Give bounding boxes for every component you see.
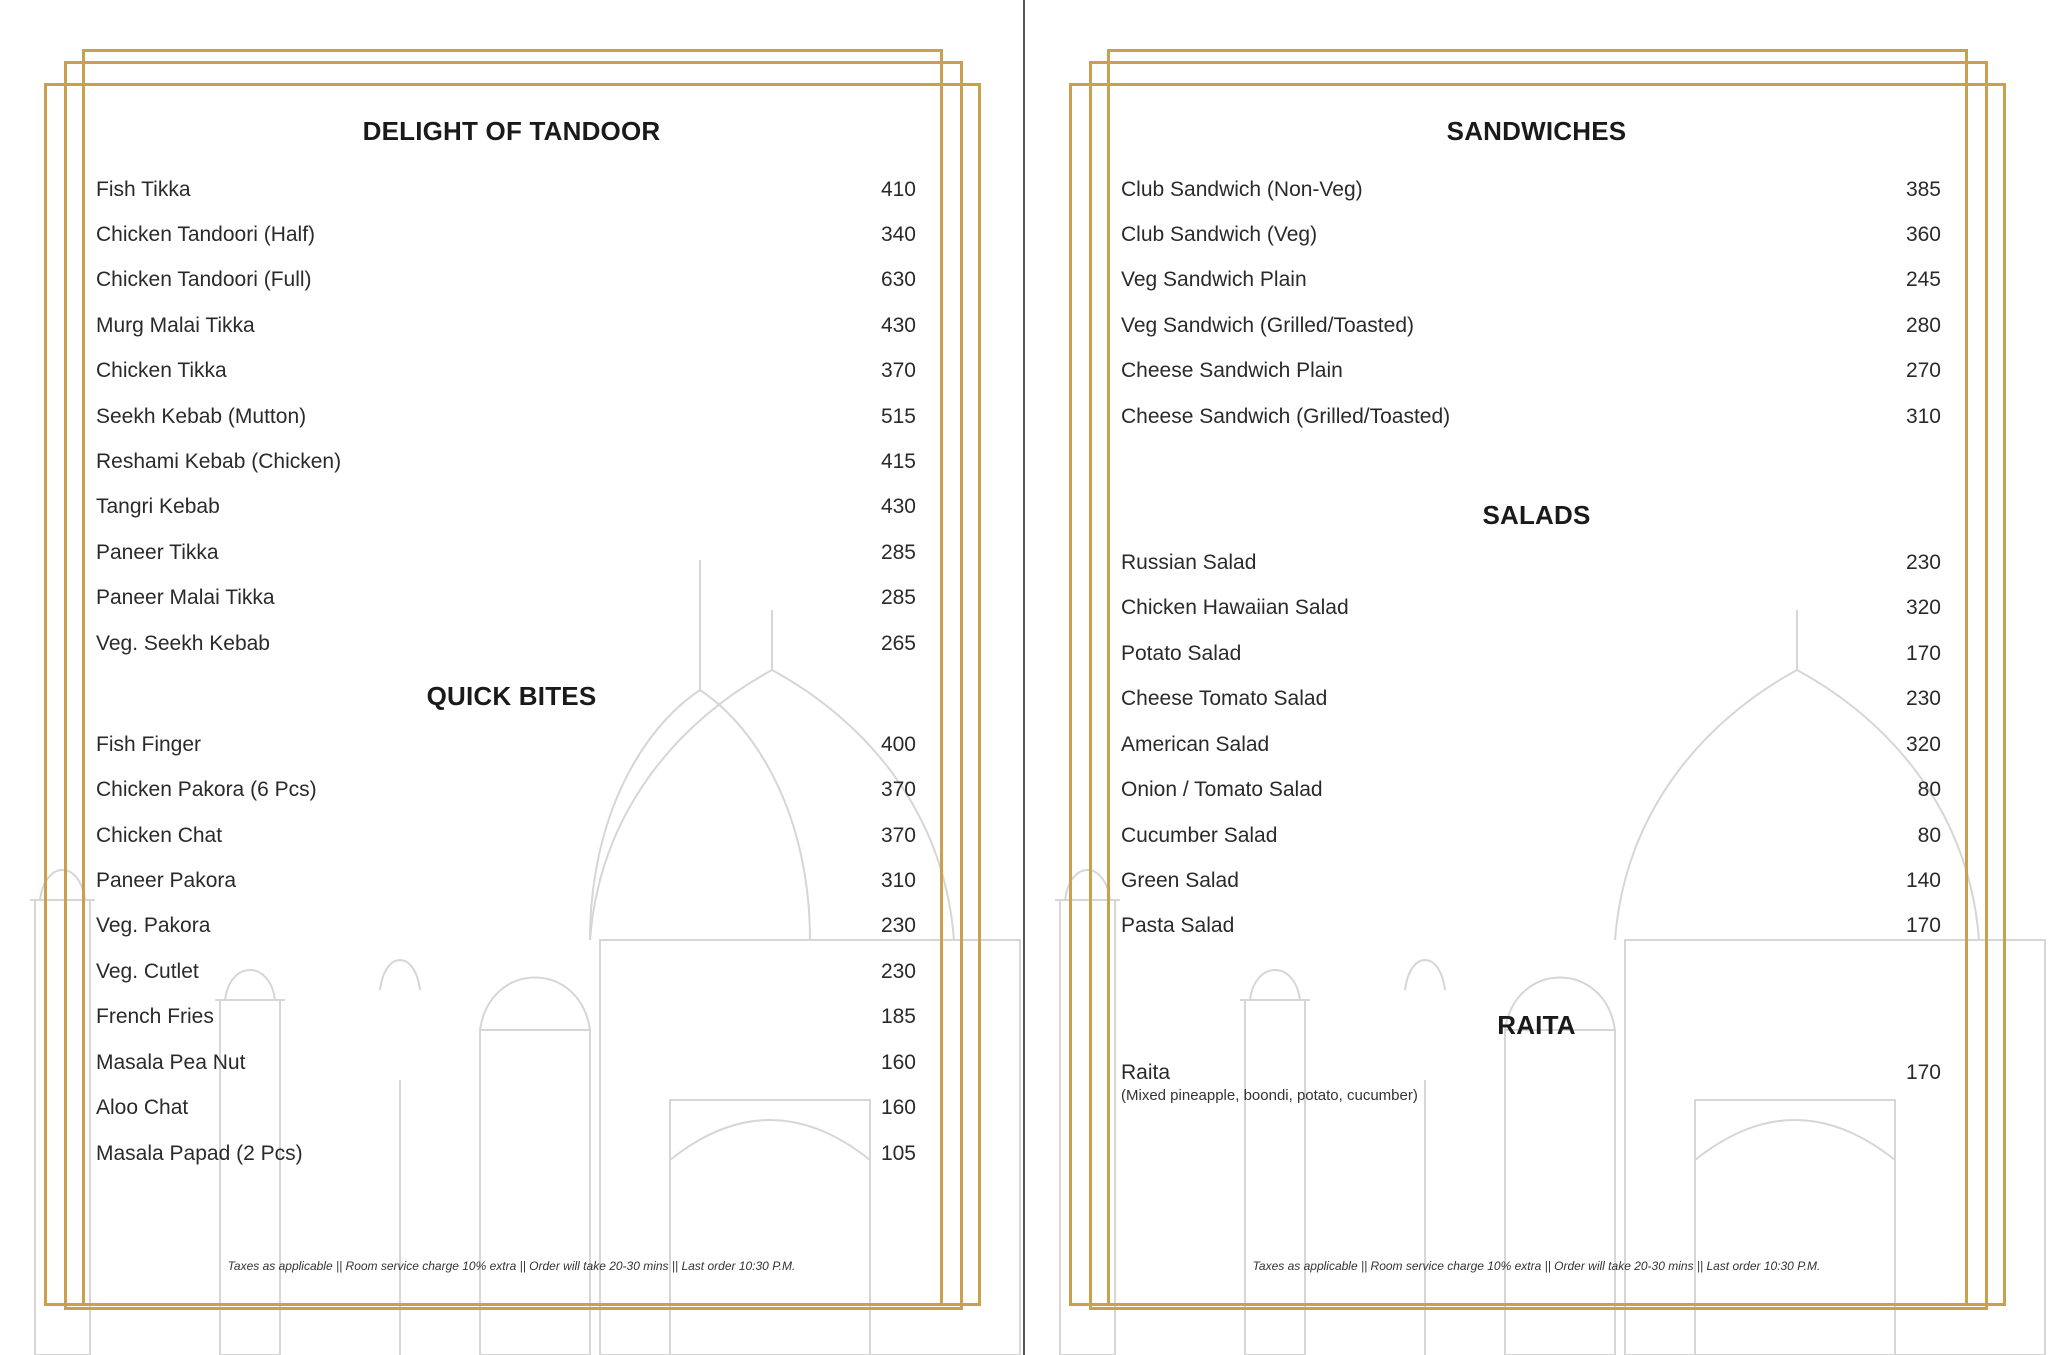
menu-item bbox=[96, 960, 916, 994]
item-name: Aloo Chat bbox=[96, 1096, 189, 1119]
item-price: 410 bbox=[880, 178, 916, 201]
section-title-sandwiches: SANDWICHES bbox=[1446, 116, 1627, 146]
menu-item bbox=[1121, 1061, 1941, 1111]
item-price: 385 bbox=[1905, 178, 1941, 201]
item-name: Murg Malai Tikka bbox=[96, 314, 255, 337]
item-price: 360 bbox=[1905, 223, 1941, 246]
item-name: Pasta Salad bbox=[1121, 914, 1235, 937]
item-price: 80 bbox=[1917, 824, 1941, 847]
item-name: Green Salad bbox=[1121, 869, 1239, 892]
item-name: Fish Tikka bbox=[96, 178, 191, 201]
menu-item bbox=[1121, 642, 1941, 676]
menu-item bbox=[1121, 268, 1941, 302]
item-price: 430 bbox=[880, 314, 916, 337]
item-name: Cheese Tomato Salad bbox=[1121, 687, 1328, 710]
footer-note: Taxes as applicable || Room service charge 10% extra || Order will take 20-30 mins || Last order 10:30 P.M. bbox=[1252, 1259, 1821, 1273]
menu-item bbox=[1121, 869, 1941, 903]
item-price: 170 bbox=[1905, 1061, 1941, 1084]
item-price: 430 bbox=[880, 495, 916, 518]
item-name: Club Sandwich (Non-Veg) bbox=[1121, 178, 1363, 201]
item-price: 370 bbox=[880, 824, 916, 847]
item-name: Chicken Tandoori (Half) bbox=[96, 223, 316, 246]
item-name: Reshami Kebab (Chicken) bbox=[96, 450, 342, 473]
footer-note: Taxes as applicable || Room service charge 10% extra || Order will take 20-30 mins || Last order 10:30 P.M. bbox=[227, 1259, 796, 1273]
item-name: Veg. Cutlet bbox=[96, 960, 199, 983]
menu-item bbox=[1121, 314, 1941, 348]
item-name: Potato Salad bbox=[1121, 642, 1242, 665]
section-title-quick-bites: QUICK BITES bbox=[426, 681, 597, 711]
item-price: 400 bbox=[880, 733, 916, 756]
item-name: American Salad bbox=[1121, 733, 1270, 756]
item-price: 185 bbox=[880, 1005, 916, 1028]
menu-item bbox=[96, 1005, 916, 1039]
item-name: Paneer Tikka bbox=[96, 541, 219, 564]
item-name: Chicken Chat bbox=[96, 824, 223, 847]
menu-item bbox=[1121, 778, 1941, 812]
menu-item bbox=[96, 1142, 916, 1176]
item-price: 285 bbox=[880, 541, 916, 564]
item-price: 170 bbox=[1905, 642, 1941, 665]
item-price: 160 bbox=[880, 1051, 916, 1074]
menu-page-right bbox=[1025, 0, 2048, 1355]
menu-item bbox=[96, 824, 916, 858]
item-name: Veg Sandwich Plain bbox=[1121, 268, 1307, 291]
menu-item bbox=[96, 405, 916, 439]
menu-item bbox=[1121, 596, 1941, 630]
menu-item bbox=[1121, 405, 1941, 439]
item-name: Onion / Tomato Salad bbox=[1121, 778, 1323, 801]
menu-item bbox=[96, 778, 916, 812]
menu-item bbox=[96, 1051, 916, 1085]
item-name: Chicken Pakora (6 Pcs) bbox=[96, 778, 317, 801]
item-price: 370 bbox=[880, 778, 916, 801]
item-price: 320 bbox=[1905, 733, 1941, 756]
item-description: (Mixed pineapple, boondi, potato, cucumber) bbox=[1121, 1087, 1418, 1104]
section-title-salads: SALADS bbox=[1482, 500, 1591, 530]
item-name: Raita bbox=[1121, 1061, 1171, 1084]
menu-item bbox=[96, 869, 916, 903]
menu-item bbox=[96, 314, 916, 348]
menu-item bbox=[96, 1096, 916, 1130]
item-price: 230 bbox=[880, 960, 916, 983]
item-price: 515 bbox=[880, 405, 916, 428]
menu-item bbox=[96, 450, 916, 484]
item-price: 80 bbox=[1917, 778, 1941, 801]
menu-item bbox=[1121, 914, 1941, 948]
item-name: Chicken Hawaiian Salad bbox=[1121, 596, 1349, 619]
menu-item bbox=[1121, 178, 1941, 212]
item-price: 230 bbox=[1905, 687, 1941, 710]
menu-item bbox=[1121, 733, 1941, 767]
item-price: 415 bbox=[880, 450, 916, 473]
menu-item bbox=[96, 359, 916, 393]
item-price: 630 bbox=[880, 268, 916, 291]
item-name: Fish Finger bbox=[96, 733, 202, 756]
menu-item bbox=[1121, 551, 1941, 585]
menu-item bbox=[1121, 223, 1941, 257]
item-name: Veg Sandwich (Grilled/Toasted) bbox=[1121, 314, 1414, 337]
item-name: Veg. Pakora bbox=[96, 914, 211, 937]
item-name: Paneer Malai Tikka bbox=[96, 586, 275, 609]
item-name: Seekh Kebab (Mutton) bbox=[96, 405, 307, 428]
menu-page-left bbox=[0, 0, 1023, 1355]
item-name: Paneer Pakora bbox=[96, 869, 237, 892]
menu-item bbox=[96, 914, 916, 948]
menu-item bbox=[96, 586, 916, 620]
menu-item bbox=[1121, 359, 1941, 393]
section-title-delight-of-tandoor: DELIGHT OF TANDOOR bbox=[362, 116, 661, 146]
item-price: 245 bbox=[1905, 268, 1941, 291]
item-price: 370 bbox=[880, 359, 916, 382]
menu-item bbox=[1121, 687, 1941, 721]
item-price: 340 bbox=[880, 223, 916, 246]
item-name: Club Sandwich (Veg) bbox=[1121, 223, 1318, 246]
menu-item bbox=[96, 495, 916, 529]
item-price: 230 bbox=[880, 914, 916, 937]
item-name: Cucumber Salad bbox=[1121, 824, 1278, 847]
item-price: 160 bbox=[880, 1096, 916, 1119]
item-name: Tangri Kebab bbox=[96, 495, 220, 518]
item-name: Cheese Sandwich (Grilled/Toasted) bbox=[1121, 405, 1451, 428]
menu-item bbox=[96, 223, 916, 257]
menu-item bbox=[96, 733, 916, 767]
item-name: Russian Salad bbox=[1121, 551, 1257, 574]
item-price: 270 bbox=[1905, 359, 1941, 382]
item-name: French Fries bbox=[96, 1005, 214, 1028]
item-price: 280 bbox=[1905, 314, 1941, 337]
item-price: 310 bbox=[880, 869, 916, 892]
menu-item bbox=[96, 632, 916, 666]
menu-item bbox=[96, 178, 916, 212]
item-name: Cheese Sandwich Plain bbox=[1121, 359, 1343, 382]
item-price: 320 bbox=[1905, 596, 1941, 619]
item-name: Chicken Tandoori (Full) bbox=[96, 268, 312, 291]
menu-item bbox=[1121, 824, 1941, 858]
section-title-raita: RAITA bbox=[1497, 1010, 1576, 1040]
item-price: 265 bbox=[880, 632, 916, 655]
item-name: Masala Papad (2 Pcs) bbox=[96, 1142, 303, 1165]
item-price: 170 bbox=[1905, 914, 1941, 937]
item-name: Veg. Seekh Kebab bbox=[96, 632, 270, 655]
item-price: 140 bbox=[1905, 869, 1941, 892]
item-price: 105 bbox=[880, 1142, 916, 1165]
item-price: 285 bbox=[880, 586, 916, 609]
menu-item bbox=[96, 268, 916, 302]
menu-item bbox=[96, 541, 916, 575]
item-price: 310 bbox=[1905, 405, 1941, 428]
item-name: Masala Pea Nut bbox=[96, 1051, 246, 1074]
item-price: 230 bbox=[1905, 551, 1941, 574]
item-name: Chicken Tikka bbox=[96, 359, 227, 382]
